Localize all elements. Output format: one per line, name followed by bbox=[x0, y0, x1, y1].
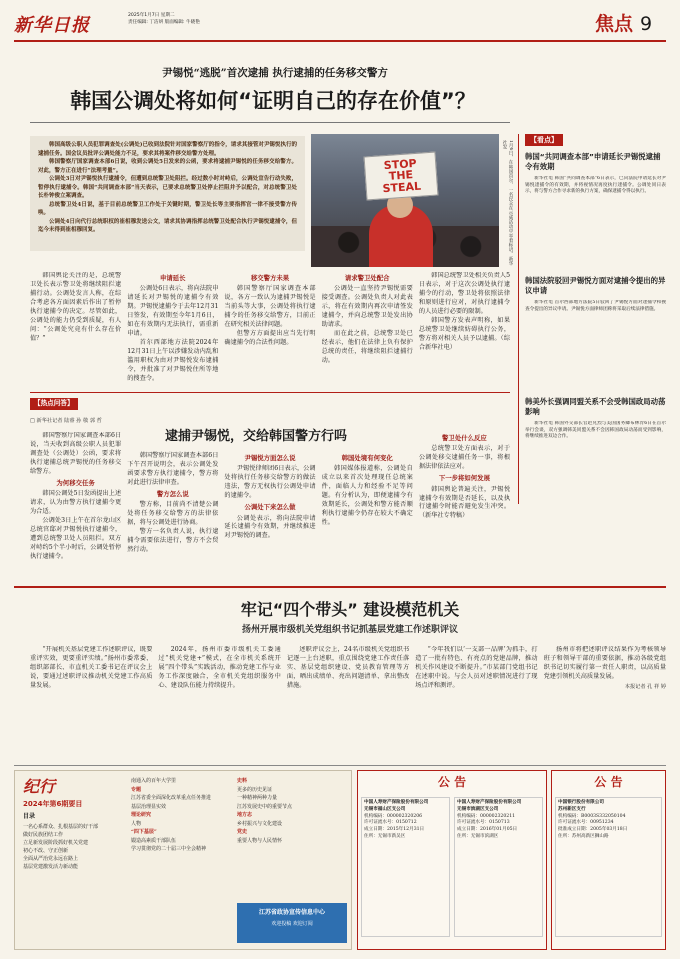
bottom-rule bbox=[14, 765, 666, 766]
supplement bbox=[14, 770, 352, 950]
toc-item: “四下基层” bbox=[131, 829, 157, 835]
feature-byline: 本报记者 孔 祥 婷 bbox=[624, 683, 667, 690]
korea-body bbox=[30, 272, 510, 382]
notice-box bbox=[551, 770, 666, 950]
notice-title: 无锡市滨湖区支公司 bbox=[457, 807, 499, 813]
news-headline: 逮捕尹锡悦，交给韩国警方行吗 bbox=[164, 429, 347, 444]
notice-number: 机构编码：B0003S332050104 bbox=[558, 813, 626, 819]
sidebar-item-body bbox=[525, 176, 666, 196]
notice-title: 无锡市福山区支公司 bbox=[364, 807, 406, 813]
body-column bbox=[127, 272, 218, 382]
notice-code: 许可证流水号：00951234 bbox=[558, 820, 614, 826]
notice-heading: 公 告 bbox=[594, 775, 623, 789]
masthead: 新华日报 bbox=[14, 15, 90, 36]
body-paragraph: 尹锡悦律师团6日表示，公调处将执行任务移交给警方的做法违法，警方无权执行公调处申请的逮捕令。 bbox=[224, 465, 316, 500]
subheading: 移交警方未果 bbox=[250, 274, 290, 282]
notice-box bbox=[357, 770, 547, 950]
news-column bbox=[224, 432, 315, 577]
toc-item: 学习贯彻党的二十届三中全会精神 bbox=[131, 846, 207, 852]
body-paragraph: 而在此之前，总统警卫处已经表示，他们在法律上负有保护总统的责任，将继续阻拦逮捕行动。 bbox=[321, 330, 413, 365]
notice-company: 中国银行股份有限公司 bbox=[558, 800, 604, 806]
feature-headline: 牢记“四个带头” 建设模范机关 bbox=[240, 600, 460, 619]
supplement-toc-label: 目录 bbox=[23, 813, 36, 820]
sidebar-item-body bbox=[525, 421, 666, 441]
subheading: 尹锡悦方面怎么说 bbox=[244, 454, 296, 462]
notice-entry bbox=[361, 797, 450, 937]
toc-item: 基层党建激发活力新动能 bbox=[23, 864, 79, 870]
ad-subtitle: 欢迎投稿 欢迎订阅 bbox=[271, 920, 313, 927]
toc-item: 理论研究 bbox=[131, 812, 152, 818]
body-paragraph: 总统警卫处方面表示，对于公调处移交逮捕任务一事，将根据法律依法应对。 bbox=[418, 445, 511, 471]
supplement-toc-mid bbox=[131, 777, 231, 945]
feature-column bbox=[544, 646, 666, 756]
supplement-ad bbox=[237, 903, 347, 943]
sidebar-item-title: 韩美外长强调同盟关系不会受韩国政局动荡影响 bbox=[525, 397, 666, 417]
body-paragraph: 2024年，扬州市委市级机关工委通过“机关党建+”模式，在全市机关系统开展“四个带头”实践活动，推动党建工作与业务工作深度融合，全市机关党组织服务中心、建设队伍能力持续提升。 bbox=[158, 646, 281, 689]
body-paragraph: 韩国媒体报道称，公调处自成立以来首次处理现任总统案件，面临人力和经验不足等问题。有分析认为，即便逮捕令有效期延长，公调处和警方能否顺利执行逮捕令仍存在较大不确定性。 bbox=[321, 465, 413, 527]
subheading: 警卫处什么反应 bbox=[442, 434, 487, 442]
notice-code: 许可证流水号：0150712 bbox=[364, 820, 417, 826]
body-paragraph: 韩国总统警卫处相关负责人5日表示，对于这次公调处执行逮捕令的行动，警卫处将依照法律和原则进行应对，对执行逮捕令的人员进行必要的限制。 bbox=[418, 272, 511, 315]
editor-credits: 责任编辑: 丁洁妍 版面编辑: 牛晓艳 bbox=[128, 19, 200, 25]
toc-item: 党史 bbox=[237, 829, 248, 835]
page-number: 9 bbox=[640, 13, 653, 35]
body-paragraph: 但警方方面提出应当先行明确逮捕令的合法性问题。 bbox=[224, 330, 316, 347]
notice-number: 机构编码：000002320206 bbox=[364, 813, 423, 819]
notice-date: 成立日期：2016年01月05日 bbox=[457, 827, 518, 833]
feature-column bbox=[415, 646, 537, 756]
toc-item: 做好民族团结工作 bbox=[23, 832, 64, 838]
feature-body bbox=[30, 646, 666, 756]
body-paragraph: 公调处一直坚持尹锡悦需要接受调查。公调处负责人对此表示，将在有效期内再次申请签发逮捕令，并向总统警卫处发出协助请求。 bbox=[321, 285, 413, 329]
body-paragraph: 公调处3日上午在首尔龙山区总统官邸对尹锡悦执行逮捕令，遭到总统警卫处人员阻拦。双方对峙约5个半小时后，公调处暂停执行逮捕令。 bbox=[30, 517, 122, 561]
body-paragraph: 韩国警方发表声明称，如果总统警卫处继续妨碍执行公务，警方将对相关人员予以逮捕。（综合新华社电） bbox=[418, 316, 511, 351]
body-paragraph: 韩国舆论普遍关注，尹锡悦逮捕令有效期是否延长，以及执行逮捕令时能否避免发生冲突。（新华社专特稿） bbox=[418, 485, 511, 520]
supplement-brand: 纪行 bbox=[23, 777, 56, 796]
feature-subhead: 扬州开展市级机关党组织书记抓基层党建工作述职评议 bbox=[241, 625, 458, 635]
korea-kicker: 尹锡悦“逃脱”首次逮捕 执行逮捕的任务移交警方 bbox=[162, 67, 388, 79]
toc-item: 立足新发展阶段抓好机关党建 bbox=[23, 840, 89, 846]
body-paragraph: 警方一名负责人说，执行逮捕令需要依法进行，警方不会贸然行动。 bbox=[127, 528, 219, 554]
body-paragraph: 韩国警察厅国家调查本部6日下午召开说明会，表示公调处发函要求警方执行逮捕令，警方将对此进行法律审查。 bbox=[127, 452, 219, 486]
photo-caption: 1月6日，在韩国首尔，一名民众在示威活动中举着标语。新华社发 bbox=[502, 140, 513, 266]
sidebar-item-body bbox=[525, 300, 666, 313]
sidebar-paragraph: 新华社电 首尔西部地方法院5日驳回了尹锡悦方面对逮捕令和搜查令提出的异议申请。尹锡悦方面律师团称将采取后续法律措施。 bbox=[525, 300, 666, 312]
sidebar-item-title: 韩国“共同调查本部”申请延长尹锡悦逮捕令有效期 bbox=[525, 152, 661, 172]
headline-rule bbox=[30, 122, 510, 123]
subheading: 请求警卫处配合 bbox=[344, 274, 390, 282]
sidebar-item bbox=[525, 276, 666, 393]
body-column bbox=[322, 272, 413, 382]
feature-column bbox=[30, 646, 152, 756]
sidebar-label: 【看点】 bbox=[525, 134, 563, 146]
korea-headline: 韩国公调处将如何“证明自己的存在价值”？ bbox=[70, 89, 476, 113]
protest-sign bbox=[364, 152, 439, 201]
body-paragraph: “开展机关基层党建工作述职评议，既要重评实效，更要重评实绩。”扬州市委常委、组织部部长、市直机关工委书记在评议会上说，要通过述职评议推动机关党建工作高质量发展。 bbox=[30, 646, 153, 689]
body-column bbox=[224, 272, 315, 382]
sidebar-item-title: 韩国法院驳回尹锡悦方面对逮捕令提出的异议申请 bbox=[525, 276, 666, 296]
protest-sign-text: STOP THE STEAL bbox=[382, 156, 422, 196]
feature-column bbox=[158, 646, 280, 756]
subheading: 韩国处境有何变化 bbox=[341, 454, 393, 462]
subheading: 申请延长 bbox=[160, 274, 186, 282]
notice-date: 成立日期：2015年12月31日 bbox=[364, 827, 425, 833]
notice-number: 机构编码：000002320211 bbox=[457, 813, 516, 819]
issue-date: 2025年1月7日 星期二 bbox=[128, 13, 175, 18]
notice-title: 苏州新区支行 bbox=[558, 807, 586, 813]
news-column bbox=[419, 432, 510, 577]
body-paragraph: 警方称，目前尚不清楚公调处将任务移交给警方的法律依据，将与公调处进行协商。 bbox=[127, 501, 219, 527]
toc-item: 重要人物与人民情怀 bbox=[237, 837, 283, 844]
body-paragraph: 述职评议会上，24名市级机关党组织书记逐一上台述职，重点围绕党建工作责任落实、基层党组织建设、党员教育管理等方面，晒出成绩单、亮出问题清单、拿出整改措施。 bbox=[286, 646, 410, 689]
toc-item: 更多的历史见证 bbox=[237, 786, 273, 793]
lead-paragraph: 公调处4日向代行总统职权的崔相穆发送公文，请求其协调指挥总统警卫处配合执行尹锡悦逮捕令，但迄今未得到崔相穆回复。 bbox=[38, 218, 297, 234]
news-byline: □ 新华社记者 陆睿 孙 敬 郭 哲 bbox=[30, 418, 102, 424]
feature-rule bbox=[14, 586, 666, 588]
subheading: 下一步将如何发展 bbox=[438, 474, 490, 483]
toc-item: 乡村振兴与文化建设 bbox=[237, 820, 283, 827]
body-paragraph: 公调处表示，将向法院申请延长逮捕令有效期，并继续推进对尹锡悦的调查。 bbox=[224, 514, 316, 540]
toc-item: 江苏省委全面深化改革重点任务推进 bbox=[131, 795, 212, 801]
header-rule bbox=[14, 40, 666, 42]
toc-item: 南通入的百年大学里 bbox=[131, 778, 177, 784]
subheading: 警方怎么说 bbox=[156, 489, 189, 498]
news-body bbox=[30, 432, 510, 577]
notice-address: 住所：苏州高新区狮山路 bbox=[558, 833, 609, 839]
body-paragraph: “今年我们以‘一支部一品牌’为抓手，打造了一批有特色、有亮点的党建品牌，推动机关作风建设不断提升。”市某部门党组书记在述职中说。与会人员对述职情况进行了现场点评和测评。 bbox=[415, 646, 538, 689]
section-name: 焦点 bbox=[595, 13, 634, 35]
issue-info bbox=[128, 13, 238, 26]
toc-item: 基层治理显实效 bbox=[131, 803, 167, 810]
notice-entry bbox=[555, 797, 662, 937]
body-paragraph: 韩国警察厅国家调查本部6日说，当天收到高级公职人员犯罪调查处（公调处）公函，要求将执行逮捕总统尹锡悦的任务移交给警方。 bbox=[30, 432, 122, 475]
body-column bbox=[30, 272, 121, 382]
supplement-issue: 2024年第6期要目 bbox=[23, 800, 83, 808]
notice-company: 中国人寿财产保险股份有限公司 bbox=[457, 800, 522, 806]
notice-heading: 公 告 bbox=[437, 775, 467, 789]
body-paragraph: 韩国警察厅国家调查本部说，各方一致认为逮捕尹锡悦是当前头等大事，公调处将执行逮捕令的任务移交给警方，目前正在研究相关法律问题。 bbox=[224, 285, 316, 329]
body-paragraph: 首尔西部地方法院2024年12月31日上午以涉嫌发动内乱和滥用职权为由对尹锡悦发布逮捕令，并批准了对尹锡悦住所等地的搜查令。 bbox=[127, 339, 219, 382]
body-column bbox=[419, 272, 510, 382]
body-paragraph: 扬州市将把述职评议结果作为考核领导班子和领导干部的重要依据，推动各级党组织书记切实履行第一责任人职责，以高质量党建引领机关高质量发展。 bbox=[543, 646, 667, 680]
toc-item: 专题 bbox=[131, 786, 142, 793]
toc-item: 锻造高素质干部队伍 bbox=[131, 837, 177, 844]
supplement-toc bbox=[23, 823, 123, 943]
toc-item: 史料 bbox=[237, 778, 248, 784]
toc-item: 人物 bbox=[131, 820, 142, 827]
lead-paragraph: 韩国高级公职人员犯罪调查处(公调处)已收到法院针对国家警察厅的指令，请求其接管对尹锡悦执行的逮捕任务。国会议员批评公调处能力不足，要求其将案件移交给警方处理。 bbox=[38, 142, 297, 157]
section-rule bbox=[30, 392, 510, 393]
notice-address: 住所：无锡市新吴区 bbox=[364, 833, 406, 839]
body-paragraph: 公调处6日表示，将向法院申请延长对尹锡悦的逮捕令有效期。尹锡悦逮捕令于去年12月31日签发，有效期至今年1月6日，如在有效期内无法执行，需重新申请。 bbox=[127, 285, 219, 338]
news-tag: 【热点问答】 bbox=[30, 398, 78, 410]
notice-address: 住所：无锡市滨湖区 bbox=[457, 833, 499, 839]
sidebar bbox=[518, 134, 666, 504]
sidebar-paragraph: 新华社电 韩国“共同调查本部”6日表示，已向法院申请延长对尹锡悦逮捕令的有效期，并将视情况再度执行逮捕令。公调处同日表示，将与警方合作寻求新的执行方案，确保逮捕令得以执行。 bbox=[525, 176, 666, 195]
korea-lead bbox=[30, 136, 305, 251]
toc-item: 初心不改、守正创新 bbox=[23, 848, 69, 854]
notice-date: 批准成立日期：2005年03月18日 bbox=[558, 827, 628, 833]
news-column bbox=[127, 432, 218, 577]
notice-entry bbox=[454, 797, 543, 937]
toc-item: 江苏发展史中的重要节点 bbox=[237, 803, 293, 810]
subheading: 为何移交任务 bbox=[56, 478, 95, 487]
sidebar-item bbox=[525, 152, 666, 272]
news-column bbox=[322, 432, 413, 577]
body-paragraph: 韩国舆论关注的是，总统警卫处长表示警卫处将继续阻拦逮捕行动。公调处发言人称，在综合考虑各方面因素后作出了暂停执行逮捕令的决定。尽管如此，公调处的能力仍受到质疑，有人问：“公调处究竟有什么存在价值？” bbox=[30, 272, 122, 342]
feature-column bbox=[287, 646, 409, 756]
supplement-toc-right bbox=[237, 777, 347, 897]
toc-item: 一种精神两种力量 bbox=[237, 795, 278, 801]
toc-item: 一名心系群众、扎根基层的好干部 bbox=[23, 824, 99, 830]
lead-paragraph: 韩国警察厅国家调查本部6日说，收到公调处5日发来的公函，要求将逮捕尹锡悦的任务移交给警方。对此，警方正在进行“法理考量”。 bbox=[38, 159, 297, 174]
toc-item: 全面从严治党永远在路上 bbox=[23, 856, 79, 862]
subheading: 公调处下来怎么做 bbox=[244, 503, 296, 512]
sidebar-item bbox=[525, 397, 666, 507]
sidebar-paragraph: 新华社电 韩国外交部长官赵兑烈与美国国务卿布林肯6日在首尔举行会谈，双方强调韩美同盟关系不会因韩国政局动荡而受到影响，将继续推进双边合作。 bbox=[525, 421, 666, 440]
body-paragraph: 韩国公调处5日发函提出上述请求，认为由警方执行逮捕令更为合适。 bbox=[30, 490, 122, 516]
notice-code: 许可证流水号：0150713 bbox=[457, 820, 510, 826]
lead-paragraph: 总统警卫处4日说，基于目前总统警卫工作处于关键时期，警卫处长等主要指挥官一律不接受警方传唤。 bbox=[38, 201, 297, 217]
toc-item: 地方志 bbox=[237, 812, 253, 818]
notice-company: 中国人寿财产保险股份有限公司 bbox=[364, 800, 429, 806]
ad-title: 江苏省政协宣传信息中心 bbox=[258, 909, 325, 916]
news-column bbox=[30, 432, 121, 577]
lead-paragraph: 公调处3日对尹锡悦执行逮捕令，但遭到总统警卫处阻拦。经过数小时对峙后，公调处宣告行动失败，暂停执行逮捕令。韩国“共同调查本部”当天表示，已要求总统警卫处停止拦阻并予以配合，对总统警卫处长朴钟俊立案调查。 bbox=[38, 176, 297, 200]
protest-photo bbox=[311, 134, 499, 267]
